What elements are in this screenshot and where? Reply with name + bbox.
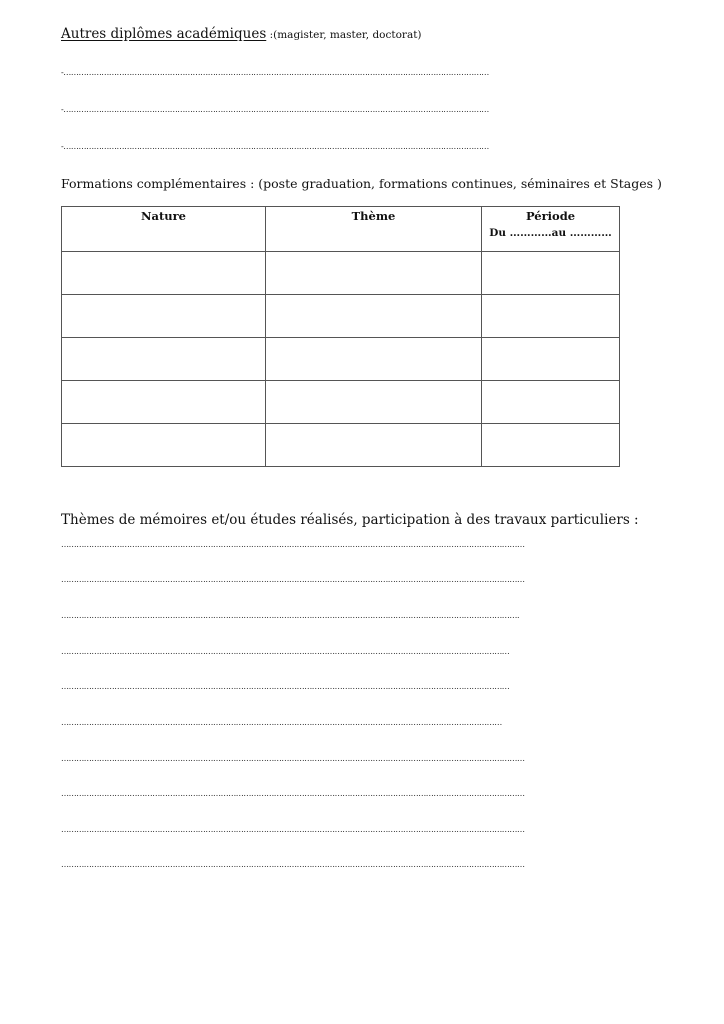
memoire-fill-line[interactable]: …………………………………………………………………………………………………………………………………………………………… (61, 647, 510, 656)
periode-range-label: Du …………au ………… (489, 227, 612, 239)
column-header-nature: Nature (62, 207, 266, 252)
memoire-fill-line[interactable]: ………………………………………………………………………………………………………………………………………………………………… (61, 540, 525, 549)
table-row (62, 381, 620, 424)
diplome-fill-line[interactable]: -…………………………………………………………………………………………………………………………………………………… (61, 142, 489, 151)
cell-theme[interactable] (266, 381, 482, 424)
cell-theme[interactable] (266, 338, 482, 381)
periode-label: Période (525, 209, 576, 223)
cell-periode[interactable] (482, 424, 620, 467)
table-row (62, 252, 620, 295)
cell-nature[interactable] (62, 424, 266, 467)
memoire-fill-line[interactable]: ………………………………………………………………………………………………………………………………………………………………. (61, 611, 520, 620)
memoire-fill-line[interactable]: ………………………………………………………………………………………………………………………………………………………… (61, 718, 502, 727)
cell-nature[interactable] (62, 338, 266, 381)
column-header-theme: Thème (266, 207, 482, 252)
table-row (62, 424, 620, 467)
column-header-periode (482, 207, 620, 252)
cell-periode[interactable] (482, 381, 620, 424)
cell-nature[interactable] (62, 295, 266, 338)
cell-theme[interactable] (266, 295, 482, 338)
memoire-fill-line[interactable]: ………………………………………………………………………………………………………………………………………………………………… (61, 789, 525, 798)
memoires-title: Thèmes de mémoires et/ou études réalisés, participation à des travaux particuliers : (61, 512, 639, 528)
formations-title: Formations complémentaires : (poste graduation, formations continues, séminaires et Stages ) (61, 176, 662, 191)
memoire-fill-line[interactable]: ………………………………………………………………………………………………………………………………………………………………… (61, 575, 525, 584)
cell-periode[interactable] (482, 295, 620, 338)
cell-theme[interactable] (266, 252, 482, 295)
formations-table (61, 206, 620, 467)
diplome-fill-line[interactable]: -…………………………………………………………………………………………………………………………………………………… (61, 105, 489, 114)
diplomes-heading (61, 26, 422, 42)
memoire-fill-line[interactable]: ………………………………………………………………………………………………………………………………………………………………… (61, 754, 525, 763)
cell-nature[interactable] (62, 252, 266, 295)
diplomes-subtitle: :(magister, master, doctorat) (266, 29, 422, 41)
cell-theme[interactable] (266, 424, 482, 467)
table-header-row (62, 207, 620, 252)
cell-periode[interactable] (482, 338, 620, 381)
table-row (62, 295, 620, 338)
diplome-fill-line[interactable]: -…………………………………………………………………………………………………………………………………………………… (61, 68, 489, 77)
table-row (62, 338, 620, 381)
cell-periode[interactable] (482, 252, 620, 295)
cell-nature[interactable] (62, 381, 266, 424)
memoire-fill-line[interactable]: …………………………………………………………………………………………………………………………………………………………… (61, 682, 510, 691)
memoire-fill-line[interactable]: ………………………………………………………………………………………………………………………………………………………………… (61, 860, 525, 869)
memoire-fill-line[interactable]: ………………………………………………………………………………………………………………………………………………………………… (61, 825, 525, 834)
diplomes-title: Autres diplômes académiques (61, 26, 267, 42)
